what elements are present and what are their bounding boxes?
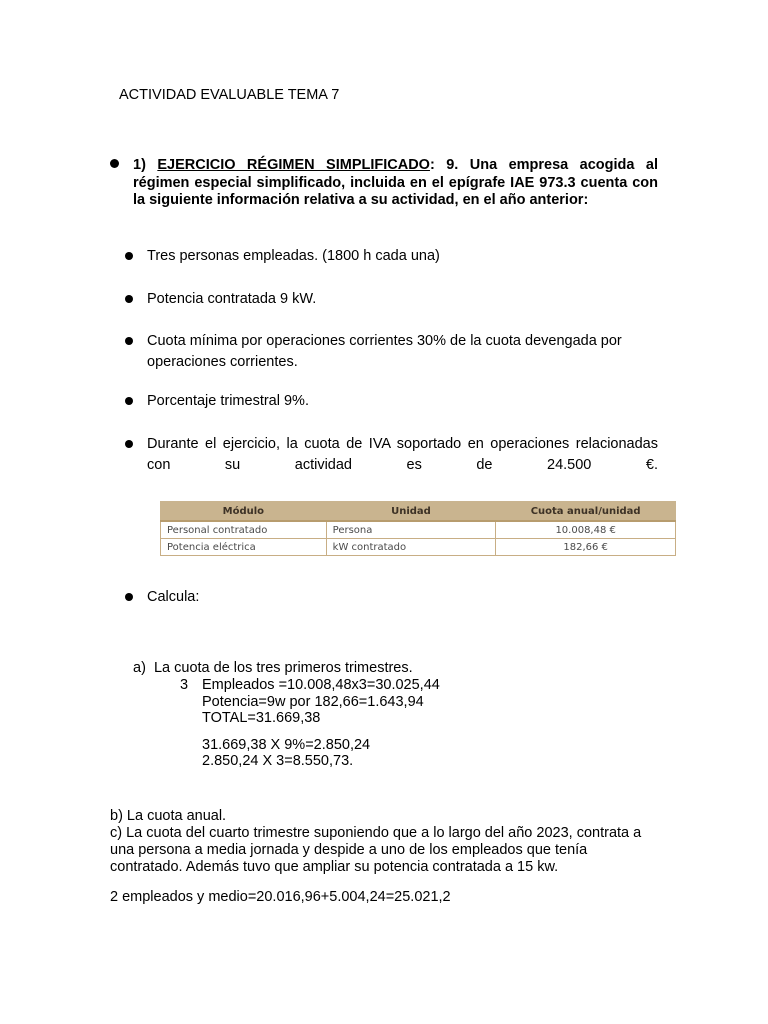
list-item [125, 587, 658, 608]
document-title: ACTIVIDAD EVALUABLE TEMA 7 [119, 87, 340, 103]
list-item-text: Cuota mínima por operaciones corrientes 30% de la cuota devengada por operaciones corrientes. [147, 333, 622, 370]
final-calculation: 2 empleados y medio=20.016,96+5.004,24=25.021,2 [110, 889, 451, 905]
column-header-unidad: Unidad [326, 502, 496, 522]
answer-line: TOTAL=31.669,38 [202, 710, 321, 726]
list-item [125, 331, 658, 373]
table-header-row [161, 502, 676, 522]
column-header-modulo: Módulo [161, 502, 327, 522]
bullet-icon [125, 397, 133, 405]
exercise-body: : 9. Una empresa acogida al régimen especial simplificado, incluida en el epígrafe IAE 973.3 cuenta con la siguiente información relativa a su actividad, en el año anterior: [133, 157, 658, 208]
part-a-text: La cuota de los tres primeros trimestres. [153, 660, 413, 676]
part-a-lines [202, 677, 440, 770]
part-a-question [133, 660, 413, 677]
calcula-label: Calcula: [147, 589, 200, 605]
bullet-icon [125, 252, 133, 260]
bullet-icon [110, 159, 119, 168]
part-a-number: 3 [180, 677, 189, 693]
list-item-text: Porcentaje trimestral 9%. [147, 393, 309, 409]
table-cell: 182,66 € [496, 539, 676, 556]
bullet-icon [125, 440, 133, 448]
table-row [161, 539, 676, 556]
list-item [125, 391, 658, 412]
list-item-text: Tres personas empleadas. (1800 h cada una) [147, 248, 440, 264]
list-item [125, 434, 658, 476]
table-row [161, 521, 676, 539]
table-cell: Personal contratado [161, 521, 327, 539]
answer-line: Empleados =10.008,48x3=30.025,44 [202, 677, 440, 693]
list-item-text: Durante el ejercicio, la cuota de IVA soportado en operaciones relacionadas con su actividad es de 24.500 €. [147, 436, 658, 473]
list-item [125, 246, 658, 267]
part-c-question: c) La cuota del cuarto trimestre suponiendo que a lo largo del año 2023, contrata a una persona a media jornada y despide a uno de los empleados que tenía contratado. Además tuvo que ampliar su potencia contratada a 15 kw. [110, 825, 642, 875]
answer-line: Potencia=9w por 182,66=1.643,94 [202, 693, 424, 710]
table-cell: Persona [326, 521, 496, 539]
list-item [125, 289, 658, 310]
column-header-cuota: Cuota anual/unidad [496, 502, 676, 522]
remaining-questions [110, 808, 658, 906]
table-cell: Potencia eléctrica [161, 539, 327, 556]
part-b-question: b) La cuota anual. [110, 808, 227, 824]
part-a-label: a) [133, 660, 146, 676]
table-cell: kW contratado [326, 539, 496, 556]
bullet-icon [125, 337, 133, 345]
exercise-heading: EJERCICIO RÉGIMEN SIMPLIFICADO [157, 157, 430, 173]
exercise-number: 1) [133, 157, 146, 173]
list-item-text: Potencia contratada 9 kW. [147, 291, 317, 307]
modules-table [160, 501, 676, 556]
exercise-statement [110, 157, 658, 210]
answer-line: 31.669,38 X 9%=2.850,24 [202, 736, 371, 753]
answer-line: 2.850,24 X 3=8.550,73. [202, 753, 354, 769]
bullet-icon [125, 593, 133, 601]
exercise-text [133, 157, 658, 210]
modules-table-grid [160, 501, 676, 556]
table-cell: 10.008,48 € [496, 521, 676, 539]
bullet-icon [125, 295, 133, 303]
